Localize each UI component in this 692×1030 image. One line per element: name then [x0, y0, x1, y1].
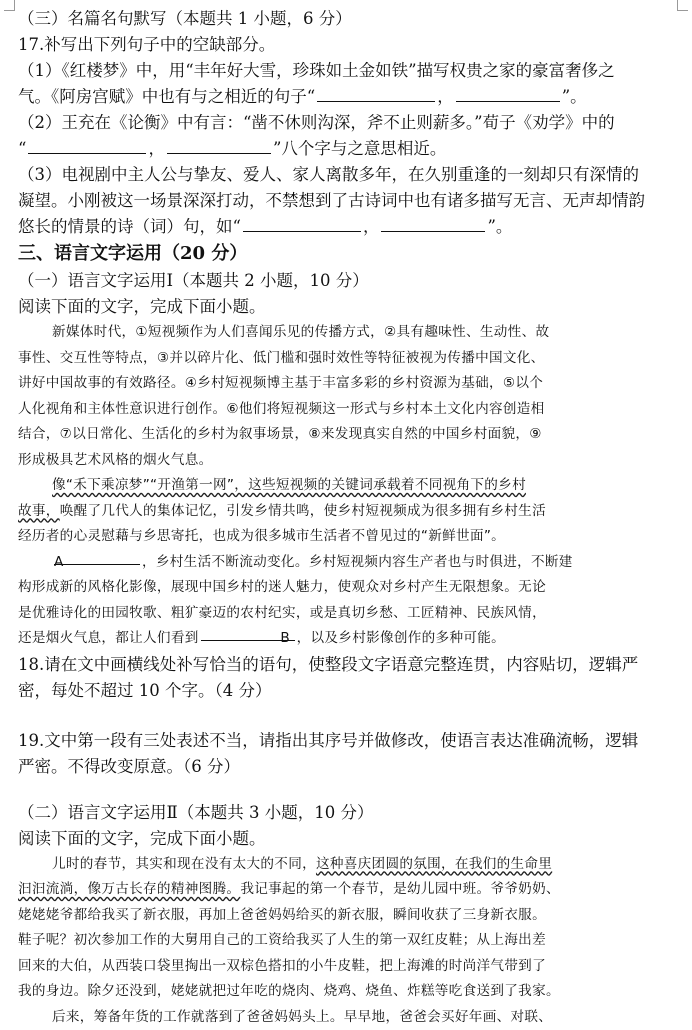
passage-line: 事性、交互性等特点，③并以碎片化、低门槛和强时效性等特征被视为传播中国文化、 [18, 346, 678, 372]
passage-line: 后来，筹备年货的工作就落到了爸爸妈妈头上。早早地，爸爸会买好年画、对联、 [18, 1005, 678, 1030]
part-3-heading: 三、语言文字运用（20 分） [18, 240, 678, 268]
passage-2 [18, 852, 678, 1030]
subsection-2-instruction: 阅读下面的文字，完成下面小题。 [18, 826, 678, 852]
subsection-1-heading: （一）语言文字运用Ⅰ（本题共 2 小题，10 分） [18, 268, 678, 294]
passage-text: 儿时的春节，其实和现在没有太大的不同， [52, 856, 316, 872]
blank-a-label: A [54, 554, 64, 570]
passage-line: 构形成新的风格化影像，展现中国乡村的迷人魅力，使观众对乡村产生无限想象。无论 [18, 575, 678, 601]
q17-item3-line2: 凝望。小刚被这一场景深深打动，不禁想到了古诗词中也有诸多描写无言、无声却情韵 [18, 188, 678, 214]
answer-blank[interactable] [243, 215, 361, 232]
question-17-title: 17.补写出下列句子中的空缺部分。 [18, 32, 678, 58]
subsection-2-heading: （二）语言文字运用Ⅱ（本题共 3 小题，10 分） [18, 800, 678, 826]
question-18-line1: 18.请在文中画横线处补写恰当的语句，使整段文字语意完整连贯，内容贴切，逻辑严 [18, 652, 678, 678]
answer-blank[interactable] [456, 85, 560, 102]
blank-b[interactable] [201, 626, 295, 641]
q17-item2-text: ”八个字与之意思相近。 [273, 139, 446, 158]
passage-line: 回来的大伯，从西装口袋里掏出一双棕色搭扣的小牛皮鞋，把上海滩的时尚洋气带到了 [18, 954, 678, 980]
closing-quote: ”。 [562, 87, 587, 106]
wavy-underlined-text: 汩汩流淌，像万古长存的精神图腾。 [18, 881, 240, 897]
q17-item3-text: 悠长的情景的诗（词）句，如“ [18, 217, 241, 236]
passage-line: 我的身边。除夕还没到，姥姥就把过年吃的烧肉、烧鸡、烧鱼、炸糕等吃食送到了我家。 [18, 979, 678, 1005]
answer-blank[interactable] [28, 137, 146, 154]
blank-a[interactable] [54, 550, 140, 565]
passage-line [18, 877, 678, 903]
comma: ， [437, 87, 454, 106]
passage-line [18, 550, 678, 576]
passage-line [18, 473, 678, 499]
q17-item2-line2 [18, 136, 678, 162]
passage-text: 唤醒了几代人的集体记忆，引发乡情共鸣，使乡村短视频成为很多拥有乡村生活 [60, 503, 546, 519]
question-18-line2: 密，每处不超过 10 个字。（4 分） [18, 678, 678, 704]
q17-item2-line1: （2）王充在《论衡》中有言：“凿不休则沟深，斧不止则薪多。”荀子《劝学》中的 [18, 110, 678, 136]
question-19-line2: 严密。不得改变原意。（6 分） [18, 754, 678, 780]
answer-blank[interactable] [381, 215, 485, 232]
section-heading-recitation: （三）名篇名句默写（本题共 1 小题，6 分） [18, 6, 678, 32]
passage-line: 结合，⑦以日常化、生活化的乡村为叙事场景，⑧来发现真实自然的中国乡村面貌，⑨ [18, 422, 678, 448]
answer-space [18, 704, 678, 728]
passage-text: 还是烟火气息，都让人们看到 [18, 630, 199, 646]
subsection-1-instruction: 阅读下面的文字，完成下面小题。 [18, 294, 678, 320]
passage-line [18, 626, 678, 652]
q17-item1-text: 气。《阿房宫赋》中也有与之相近的句子“ [18, 87, 315, 106]
passage-line: 是优雅诗化的田园牧歌、粗犷豪迈的农村纪实，或是真切乡愁、工匠精神、民族风情， [18, 601, 678, 627]
passage-line: 新媒体时代，①短视频作为人们喜闻乐见的传播方式，②具有趣味性、生动性、故 [18, 320, 678, 346]
comma: ， [363, 217, 380, 236]
page-corner-mark-right [677, 0, 688, 11]
passage-text: ，乡村生活不断流动变化。乡村短视频内容生产者也与时俱进，不断建 [142, 554, 573, 570]
q17-item1-line1: （1）《红楼梦》中，用“丰年好大雪，珍珠如土金如铁”描写权贵之家的豪富奢侈之 [18, 58, 678, 84]
q17-item3-line1: （3）电视剧中主人公与挚友、爱人、家人离散多年，在久别重逢的一刻却只有深情的 [18, 162, 678, 188]
wavy-underlined-text: 这种喜庆团圆的氛围，在我们的生命里 [316, 856, 552, 872]
q17-item3-line3 [18, 214, 678, 240]
passage-1 [18, 320, 678, 652]
closing-quote: ”。 [487, 217, 512, 236]
passage-line: 鞋子呢？初次参加工作的大舅用自己的工资给我买了人生的第一双红皮鞋；从上海出差 [18, 928, 678, 954]
passage-text: 我记事起的第一个春节，是幼儿园中班。爷爷奶奶、 [240, 881, 560, 897]
q17-item1-line2 [18, 84, 678, 110]
wavy-underlined-text: 故事， [18, 503, 60, 519]
passage-line [18, 852, 678, 878]
answer-blank[interactable] [317, 85, 435, 102]
passage-line: 人化视角和主体性意识进行创作。⑥他们将短视频这一形式与乡村本土文化内容创造相 [18, 397, 678, 423]
opening-quote: “ [18, 139, 26, 158]
answer-blank[interactable] [167, 137, 271, 154]
passage-line: 姥姥姥爷都给我买了新衣服，再加上爸爸妈妈给买的新衣服，瞬间收获了三身新衣服。 [18, 903, 678, 929]
passage-line: 形成极具艺术风格的烟火气息。 [18, 448, 678, 474]
passage-line: 讲好中国故事的有效路径。④乡村短视频博主基于丰富多彩的乡村资源为基础，⑤以个 [18, 371, 678, 397]
blank-b-label: B [280, 630, 290, 646]
answer-space [18, 780, 678, 800]
wavy-underlined-text: 像“禾下乘凉梦”“开渔第一网”，这些短视频的关键词承载着不同视角下的乡村 [52, 477, 526, 493]
exam-page [18, 6, 678, 1030]
passage-line [18, 499, 678, 525]
page-corner-mark-left [4, 0, 15, 11]
passage-text: ，以及乡村影像创作的多种可能。 [297, 630, 505, 646]
question-19-line1: 19.文中第一段有三处表述不当，请指出其序号并做修改，使语言表达准确流畅，逻辑 [18, 728, 678, 754]
passage-line: 经历者的心灵慰藉与乡思寄托，也成为很多城市生活者不曾见过的“新鲜世面”。 [18, 524, 678, 550]
comma: ， [148, 139, 165, 158]
